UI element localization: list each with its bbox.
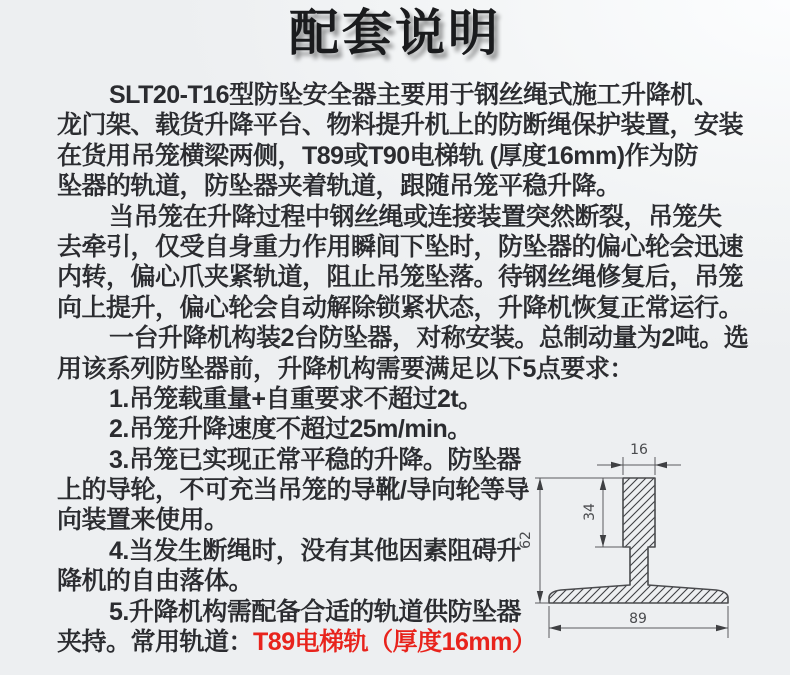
text-line: 3.吊笼已实现正常平稳的升降。防坠器 <box>109 445 521 474</box>
text-line: 1.吊笼载重量+自重要求不超过2t。 <box>109 384 483 413</box>
text-line: 坠器的轨道，防坠器夹着轨道，跟随吊笼平稳升降。 <box>57 172 621 201</box>
text-line: 降机的自由落体。 <box>57 567 254 596</box>
dim-89-label: 89 <box>629 611 647 627</box>
text-line: 一台升降机构装2台防坠器，对称安装。总制动量为2吨。选 <box>109 324 749 353</box>
text-line: 在货用吊笼横梁两侧，T89或T90电梯轨 (厚度16mm)作为防 <box>57 141 699 170</box>
dim-34-label: 34 <box>582 503 598 521</box>
text-line: 2.吊笼升降速度不超过25m/min。 <box>109 415 472 444</box>
text-line: 向装置来使用。 <box>57 506 229 535</box>
text-line: 5.升降机构需配备合适的轨道供防坠器 <box>109 597 521 626</box>
dim-16-label: 16 <box>630 442 648 458</box>
text-line: 上的导轮，不可充当吊笼的导靴/导向轮等导 <box>57 476 529 505</box>
dim-total-height <box>518 478 623 603</box>
dim-62-label: 62 <box>518 531 534 549</box>
text-line: 4.当发生断绳时，没有其他因素阻碍升 <box>109 536 521 565</box>
t-rail-cross-section-diagram <box>518 438 790 675</box>
rail-profile <box>549 478 728 603</box>
final-line-prefix: 夹持。常用轨道： <box>57 628 254 657</box>
text-line: 去牵引，仅受自身重力作用瞬间下坠时，防坠器的偏心轮会迅速 <box>57 232 744 261</box>
dim-top-width <box>597 442 681 475</box>
text-line: 用该系列防坠器前，升降机构需要满足以下5点要求： <box>57 354 634 383</box>
text-line: 龙门架、载货升降平台、物料提升机上的防断绳保护装置，安装 <box>57 111 744 140</box>
page-title: 配套说明 <box>289 5 501 61</box>
text-line: SLT20-T16型防坠安全器主要用于钢丝绳式施工升降机、 <box>109 81 720 109</box>
text-line: 内转，偏心爪夹紧轨道，阻止吊笼坠落。待钢丝绳修复后，吊笼 <box>57 263 744 292</box>
dim-base-width <box>549 606 728 638</box>
rail-spec-highlight: T89电梯轨（厚度16mm） <box>253 628 537 657</box>
text-line: 向上提升，偏心轮会自动解除锁紧状态，升降机恢复正常运行。 <box>57 293 744 322</box>
text-line: 当吊笼在升降过程中钢丝绳或连接装置突然断裂，吊笼失 <box>109 202 722 231</box>
